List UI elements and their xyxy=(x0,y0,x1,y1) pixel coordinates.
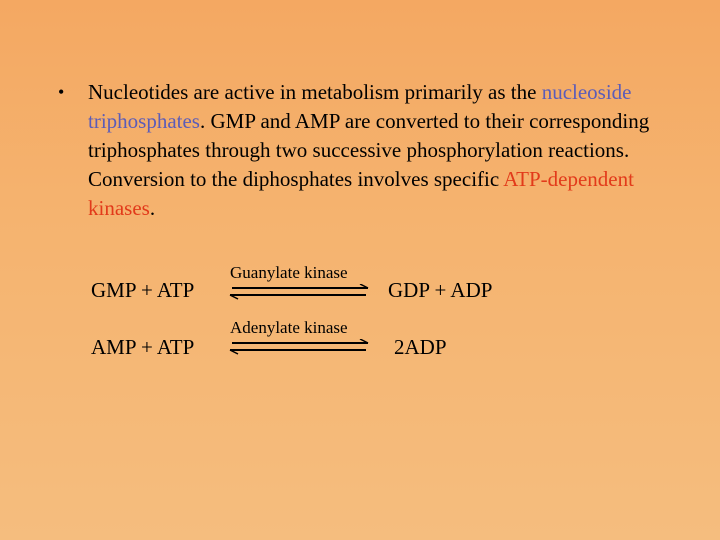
highlight-atp-dependent-kinases: ATP-dependent kinases xyxy=(88,167,634,220)
bullet-item xyxy=(58,78,658,223)
bullet-symbol: • xyxy=(58,82,65,102)
reaction-2-reactants: AMP + ATP xyxy=(91,335,195,359)
bullet-text-part-3: . xyxy=(149,196,156,220)
equilibrium-arrow-icon xyxy=(226,284,372,300)
reaction-2-enzyme: Adenylate kinase xyxy=(230,318,348,337)
reaction-1-enzyme: Guanylate kinase xyxy=(230,263,348,282)
reaction-2-products: 2ADP xyxy=(394,335,447,359)
equilibrium-arrow-icon xyxy=(226,339,372,355)
bullet-text xyxy=(88,78,658,223)
bullet-text-part-1: Nucleotides are active in metabolism primarily as the xyxy=(88,80,542,104)
highlight-nucleoside-triphosphates: nucleoside triphosphates xyxy=(88,80,632,133)
reaction-1-products: GDP + ADP xyxy=(388,278,493,302)
bullet-paragraph xyxy=(58,78,658,223)
reaction-1-reactants: GMP + ATP xyxy=(91,278,195,302)
bullet-text-part-2: . GMP and AMP are converted to their corresponding triphosphates through two successive phosphorylation reactions. Conversion to the diphosphates involves specific xyxy=(88,109,650,191)
